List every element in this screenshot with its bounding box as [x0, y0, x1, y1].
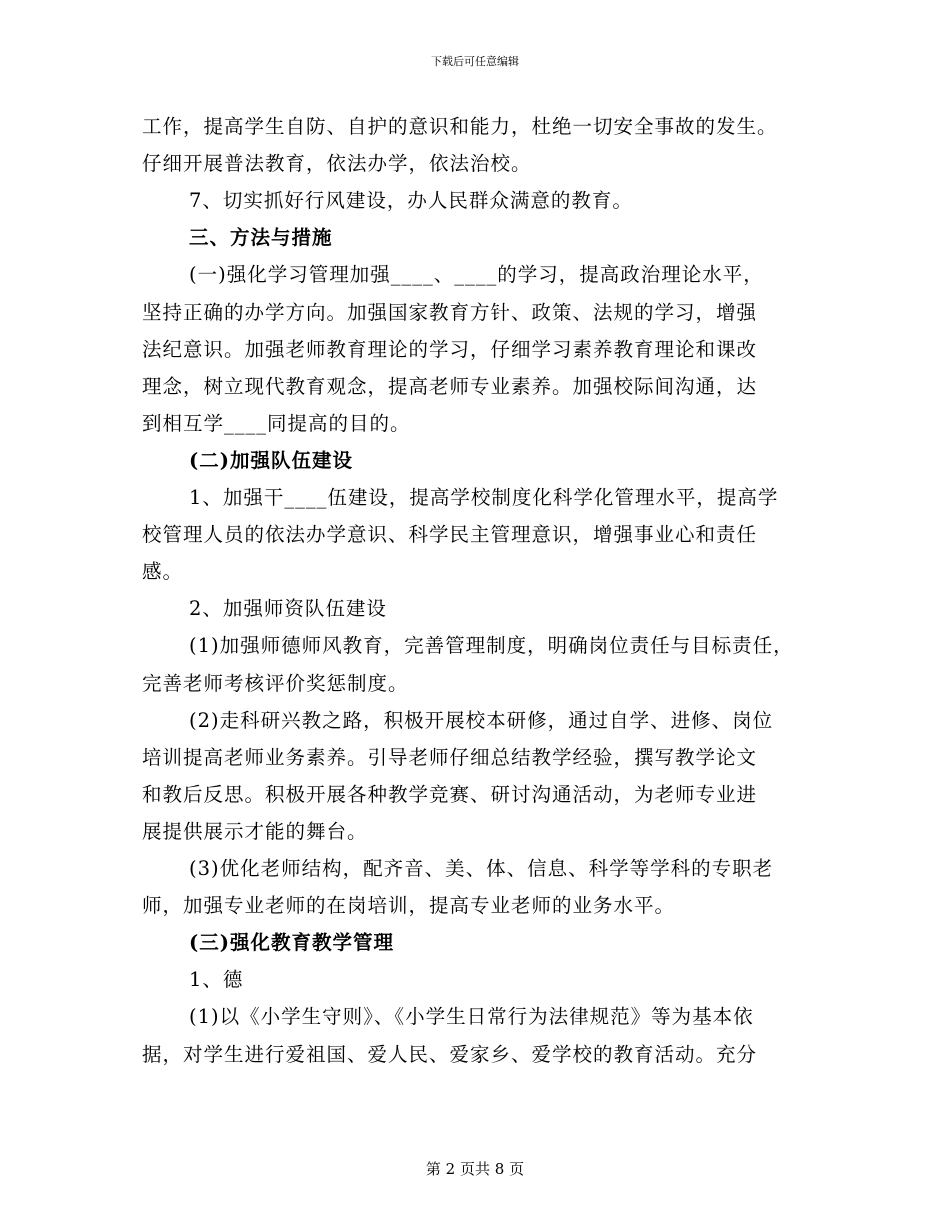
text-line: (2)走科研兴教之路，积极开展校本研修，通过自学、进修、岗位 — [189, 708, 774, 732]
page-header: 下载后可任意编辑 — [431, 55, 519, 68]
text-line: (一)强化学习管理加强____、____的学习，提高政治理论水平， — [189, 263, 764, 287]
page-footer: 第 2 页共 8 页 — [425, 1160, 525, 1178]
text-line: 展提供展示才能的舞台。 — [142, 819, 368, 843]
text-line: 工作，提高学生自防、自护的意识和能力，杜绝一切安全事故的发生。 — [142, 115, 778, 138]
text-line: 师，加强专业老师的在岗培训，提高专业老师的业务水平。 — [142, 894, 676, 918]
text-line: 7、切实抓好行风建设，办人民群众满意的教育。 — [189, 189, 633, 213]
text-line: (1)以《小学生守则》、《小学生日常行为法律规范》等为基本依 — [189, 1005, 754, 1029]
text-line: (1)加强师德师风教育，完善管理制度，明确岗位责任与目标责任， — [189, 634, 794, 658]
text-line: 据，对学生进行爱祖国、爱人民、爱家乡、爱学校的教育活动。充分 — [142, 1042, 758, 1066]
text-line: 1、加强干____伍建设，提高学校制度化科学化管理水平，提高学 — [189, 486, 779, 509]
section-heading: 三、方法与措施 — [189, 226, 333, 250]
text-line: 1、德 — [189, 968, 244, 992]
text-line: 仔细开展普法教育，依法办学，依法治校。 — [142, 152, 532, 176]
text-line: 校管理人员的依法办学意识、科学民主管理意识，增强事业心和责任 — [142, 523, 758, 547]
section-heading: (二)加强队伍建设 — [189, 448, 353, 472]
text-line: 感。 — [142, 560, 184, 584]
section-heading: (三)强化教育教学管理 — [189, 931, 394, 955]
text-line: (3)优化老师结构，配齐音、美、体、信息、科学等学科的专职老 — [189, 857, 774, 880]
text-line: 理念，树立现代教育观念，提高老师专业素养。加强校际间沟通，达 — [142, 374, 758, 398]
text-line: 2、加强师资队伍建设 — [189, 597, 387, 621]
text-line: 培训提高老师业务素养。引导老师仔细总结教学经验，撰写教学论文 — [142, 745, 758, 769]
text-line: 完善老师考核评价奖惩制度。 — [142, 671, 409, 695]
text-line: 和教后反思。积极开展各种教学竞赛、研讨沟通活动，为老师专业进 — [142, 782, 758, 806]
text-line: 法纪意识。加强老师教育理论的学习，仔细学习素养教育理论和课改 — [142, 337, 758, 361]
text-line: 坚持正确的办学方向。加强国家教育方针、政策、法规的学习，增强 — [142, 300, 758, 324]
text-line: 到相互学____同提高的目的。 — [142, 411, 411, 435]
